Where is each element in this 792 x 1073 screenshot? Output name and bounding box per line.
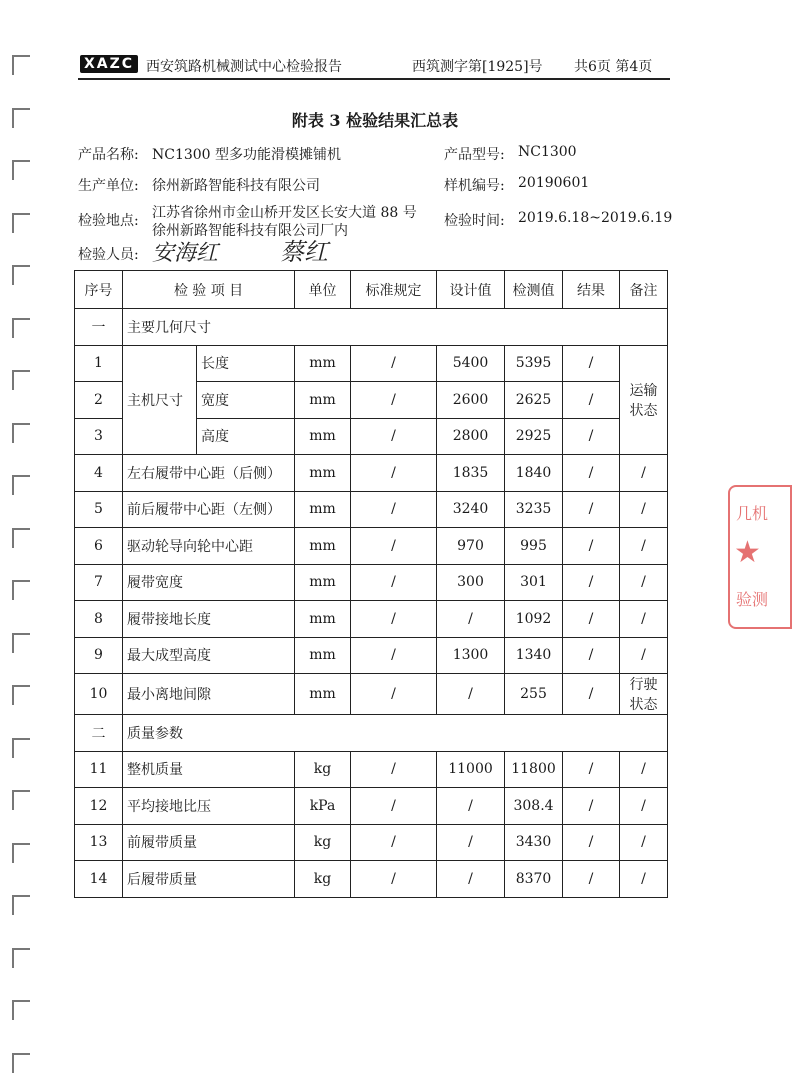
row-measured: 2925 — [505, 418, 563, 455]
row-item: 最小离地间隙 — [123, 674, 295, 715]
page-title: 附表 3 检验结果汇总表 — [291, 111, 459, 130]
row-note: 行驶状态 — [620, 674, 668, 715]
seal-text-bottom: 验测 — [736, 590, 769, 609]
row-standard: / — [351, 345, 437, 382]
row-note: / — [620, 601, 668, 638]
row-result: / — [563, 861, 620, 898]
col-header-measured: 检测值 — [505, 271, 563, 309]
row-item: 宽度 — [197, 382, 295, 419]
row-measured: 995 — [505, 528, 563, 565]
results-table — [74, 270, 668, 898]
inspector-signature-1: 安海红 — [152, 241, 219, 266]
producer-label: 生产单位: — [78, 178, 139, 194]
model-value: NC1300 — [518, 144, 577, 160]
row-standard: / — [351, 751, 437, 788]
row-item: 后履带质量 — [123, 861, 295, 898]
row-note: / — [620, 564, 668, 601]
row-design: / — [437, 861, 505, 898]
row-standard: / — [351, 824, 437, 861]
row-result: / — [563, 382, 620, 419]
row-result: / — [563, 751, 620, 788]
row-standard: / — [351, 528, 437, 565]
xazc-logo: XAZC — [80, 55, 138, 73]
table-row — [75, 674, 668, 715]
row-design: 2600 — [437, 382, 505, 419]
section-row — [75, 715, 668, 752]
row-item: 整机质量 — [123, 751, 295, 788]
col-header-note: 备注 — [620, 271, 668, 309]
row-measured: 3430 — [505, 824, 563, 861]
row-unit: mm — [295, 491, 351, 528]
row-note: / — [620, 455, 668, 492]
inspector-label: 检验人员: — [78, 247, 139, 263]
col-header-item: 检 验 项 目 — [123, 271, 295, 309]
row-result: / — [563, 455, 620, 492]
row-measured: 2625 — [505, 382, 563, 419]
row-result: / — [563, 788, 620, 825]
row-no: 1 — [75, 345, 123, 382]
table-row — [75, 455, 668, 492]
row-standard: / — [351, 861, 437, 898]
row-unit: kg — [295, 824, 351, 861]
row-design: 3240 — [437, 491, 505, 528]
col-header-result: 结果 — [563, 271, 620, 309]
row-note: / — [620, 824, 668, 861]
row-result: / — [563, 637, 620, 674]
row-item: 前后履带中心距（左侧） — [123, 491, 295, 528]
row-measured: 5395 — [505, 345, 563, 382]
section-label: 主要几何尺寸 — [123, 309, 668, 346]
time-label: 检验时间: — [444, 213, 505, 229]
row-measured: 1840 — [505, 455, 563, 492]
col-header-design: 设计值 — [437, 271, 505, 309]
row-standard: / — [351, 564, 437, 601]
row-measured: 1340 — [505, 637, 563, 674]
location-label: 检验地点: — [78, 213, 139, 229]
row-no: 13 — [75, 824, 123, 861]
page-count: 共6页 第4页 — [574, 59, 653, 75]
star-icon: ★ — [734, 535, 761, 570]
row-unit: mm — [295, 345, 351, 382]
row-design: 1300 — [437, 637, 505, 674]
row-unit: mm — [295, 382, 351, 419]
row-no: 14 — [75, 861, 123, 898]
row-design: 970 — [437, 528, 505, 565]
row-note: / — [620, 637, 668, 674]
row-unit: mm — [295, 601, 351, 638]
row-no: 5 — [75, 491, 123, 528]
report-number: 西筑测字第[1925]号 — [412, 59, 543, 75]
transport-note: 运输状态 — [620, 345, 668, 455]
location-line1: 江苏省徐州市金山桥开发区长安大道 88 号 — [152, 205, 417, 221]
table-row — [75, 861, 668, 898]
row-design: 11000 — [437, 751, 505, 788]
row-unit: kg — [295, 751, 351, 788]
section-no: 二 — [75, 715, 123, 752]
row-no: 7 — [75, 564, 123, 601]
section-no: 一 — [75, 309, 123, 346]
row-unit: mm — [295, 674, 351, 715]
header-rule — [78, 78, 670, 80]
row-design: / — [437, 824, 505, 861]
row-standard: / — [351, 455, 437, 492]
row-standard: / — [351, 674, 437, 715]
row-item: 平均接地比压 — [123, 788, 295, 825]
row-unit: mm — [295, 418, 351, 455]
row-unit: kg — [295, 861, 351, 898]
row-item: 高度 — [197, 418, 295, 455]
table-row — [75, 824, 668, 861]
table-row — [75, 601, 668, 638]
row-item: 长度 — [197, 345, 295, 382]
row-note: / — [620, 528, 668, 565]
row-measured: 301 — [505, 564, 563, 601]
section-label: 质量参数 — [123, 715, 668, 752]
row-measured: 1092 — [505, 601, 563, 638]
row-result: / — [563, 824, 620, 861]
table-row — [75, 788, 668, 825]
row-no: 10 — [75, 674, 123, 715]
row-design: 5400 — [437, 345, 505, 382]
row-no: 12 — [75, 788, 123, 825]
row-note: / — [620, 788, 668, 825]
org-title: 西安筑路机械测试中心检验报告 — [146, 59, 342, 75]
table-row — [75, 345, 668, 382]
col-header-no: 序号 — [75, 271, 123, 309]
table-header-row — [75, 271, 668, 309]
row-note: / — [620, 751, 668, 788]
row-item: 驱动轮导向轮中心距 — [123, 528, 295, 565]
table-row — [75, 751, 668, 788]
row-standard: / — [351, 418, 437, 455]
table-row — [75, 528, 668, 565]
location-line2: 徐州新路智能科技有限公司厂内 — [152, 223, 348, 239]
model-label: 产品型号: — [444, 147, 505, 163]
row-unit: mm — [295, 564, 351, 601]
product-name-label: 产品名称: — [78, 147, 139, 163]
row-item: 履带接地长度 — [123, 601, 295, 638]
row-note: / — [620, 861, 668, 898]
row-measured: 255 — [505, 674, 563, 715]
row-design: 1835 — [437, 455, 505, 492]
row-design: / — [437, 788, 505, 825]
row-measured: 308.4 — [505, 788, 563, 825]
row-item: 前履带质量 — [123, 824, 295, 861]
sample-no-value: 20190601 — [518, 175, 590, 191]
row-design: / — [437, 601, 505, 638]
section-row — [75, 309, 668, 346]
row-result: / — [563, 564, 620, 601]
binder-holes — [12, 0, 42, 1060]
table-row — [75, 637, 668, 674]
row-unit: kPa — [295, 788, 351, 825]
row-result: / — [563, 345, 620, 382]
row-design: 300 — [437, 564, 505, 601]
sample-no-label: 样机编号: — [444, 178, 505, 194]
row-no: 8 — [75, 601, 123, 638]
row-standard: / — [351, 788, 437, 825]
row-unit: mm — [295, 455, 351, 492]
row-result: / — [563, 491, 620, 528]
seal-text-top: 几机 — [736, 504, 769, 523]
row-design: 2800 — [437, 418, 505, 455]
row-item: 最大成型高度 — [123, 637, 295, 674]
col-header-unit: 单位 — [295, 271, 351, 309]
time-value: 2019.6.18~2019.6.19 — [518, 210, 673, 226]
row-no: 3 — [75, 418, 123, 455]
main-group-label: 主机尺寸 — [123, 345, 197, 455]
row-result: / — [563, 674, 620, 715]
row-standard: / — [351, 601, 437, 638]
table-row — [75, 564, 668, 601]
row-unit: mm — [295, 637, 351, 674]
row-measured: 8370 — [505, 861, 563, 898]
row-no: 9 — [75, 637, 123, 674]
row-result: / — [563, 528, 620, 565]
row-result: / — [563, 601, 620, 638]
row-note: / — [620, 491, 668, 528]
row-item: 履带宽度 — [123, 564, 295, 601]
row-no: 2 — [75, 382, 123, 419]
row-standard: / — [351, 491, 437, 528]
row-design: / — [437, 674, 505, 715]
row-unit: mm — [295, 528, 351, 565]
product-name: NC1300 型多功能滑模摊铺机 — [152, 147, 342, 163]
row-measured: 3235 — [505, 491, 563, 528]
row-no: 6 — [75, 528, 123, 565]
inspector-signature-2: 蔡红 — [280, 238, 328, 266]
row-result: / — [563, 418, 620, 455]
table-row — [75, 491, 668, 528]
col-header-standard: 标准规定 — [351, 271, 437, 309]
row-item: 左右履带中心距（后侧） — [123, 455, 295, 492]
row-no: 4 — [75, 455, 123, 492]
official-seal — [728, 485, 792, 629]
row-no: 11 — [75, 751, 123, 788]
row-measured: 11800 — [505, 751, 563, 788]
row-standard: / — [351, 637, 437, 674]
row-standard: / — [351, 382, 437, 419]
producer-value: 徐州新路智能科技有限公司 — [152, 178, 320, 194]
